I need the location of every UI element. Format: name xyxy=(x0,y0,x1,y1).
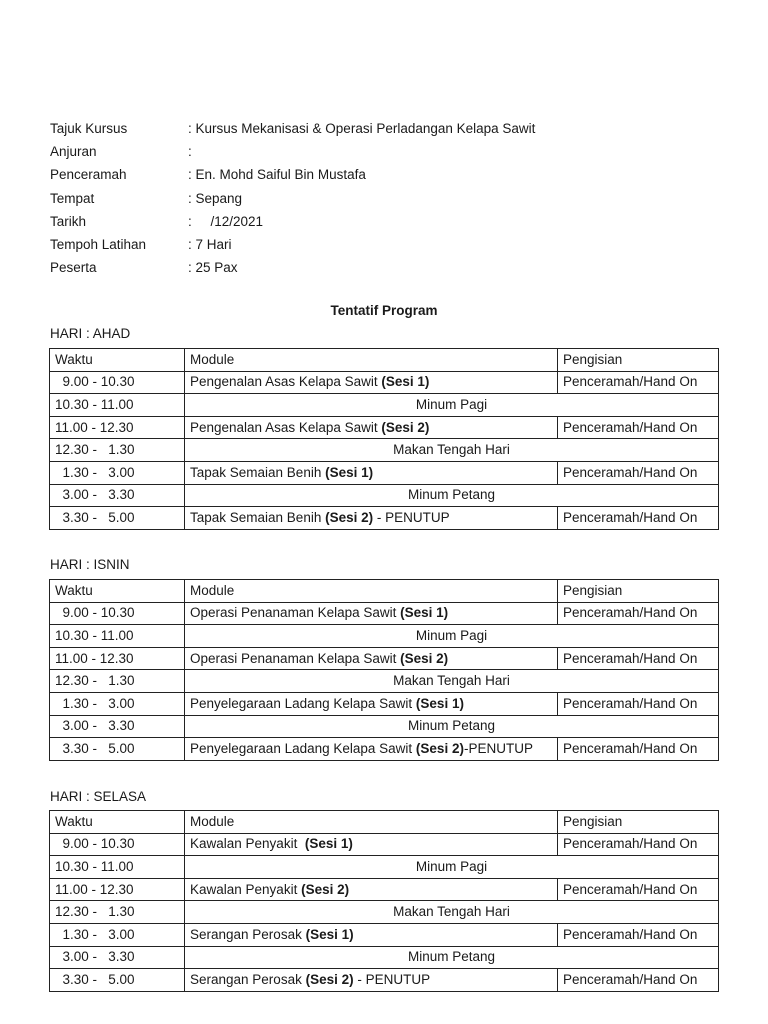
table-row xyxy=(50,507,719,530)
break-cell: Makan Tengah Hari xyxy=(185,670,719,693)
module-cell xyxy=(185,647,558,670)
header-waktu: Waktu xyxy=(50,580,185,603)
time-cell: 9.00 - 10.30 xyxy=(50,371,185,394)
time-cell: 10.30 - 11.00 xyxy=(50,394,185,417)
time-cell: 1.30 - 3.00 xyxy=(50,692,185,715)
info-row-tarikh xyxy=(50,210,535,233)
time-cell: 10.30 - 11.00 xyxy=(50,625,185,648)
time-cell: 3.00 - 3.30 xyxy=(50,946,185,969)
module-suffix: - PENUTUP xyxy=(353,971,431,987)
table-row xyxy=(50,439,719,462)
table-header-row xyxy=(50,349,719,372)
pengisian-cell: Penceramah/Hand On xyxy=(558,923,719,946)
info-value: : xyxy=(188,144,192,160)
table-row xyxy=(50,715,719,738)
module-cell xyxy=(185,371,558,394)
table-row xyxy=(50,946,719,969)
header-module: Module xyxy=(185,580,558,603)
session-label: (Sesi 2) xyxy=(400,650,449,666)
module-cell xyxy=(185,878,558,901)
info-label: Penceramah xyxy=(50,167,127,183)
module-suffix: -PENUTUP xyxy=(463,740,533,756)
session-label: (Sesi 2) xyxy=(305,971,354,987)
table-row xyxy=(50,856,719,879)
time-cell: 3.30 - 5.00 xyxy=(50,969,185,992)
time-cell: 1.30 - 3.00 xyxy=(50,461,185,484)
pengisian-cell: Penceramah/Hand On xyxy=(558,878,719,901)
day-title-isnin: HARI : ISNIN xyxy=(50,557,130,572)
session-label: (Sesi 2) xyxy=(301,881,350,897)
header-pengisian: Pengisian xyxy=(558,811,719,834)
info-label: Anjuran xyxy=(50,144,97,160)
header-waktu: Waktu xyxy=(50,811,185,834)
module-name: Kawalan Penyakit xyxy=(190,881,302,897)
table-row xyxy=(50,692,719,715)
info-label: Tarikh xyxy=(50,213,87,229)
table-header-row xyxy=(50,811,719,834)
module-name: Operasi Penanaman Kelapa Sawit xyxy=(190,605,401,621)
break-cell: Makan Tengah Hari xyxy=(185,439,719,462)
module-name: Kawalan Penyakit xyxy=(190,836,305,852)
break-cell: Minum Pagi xyxy=(185,394,719,417)
info-row-tajuk xyxy=(50,117,535,140)
break-cell: Minum Pagi xyxy=(185,625,719,648)
time-cell: 9.00 - 10.30 xyxy=(50,602,185,625)
pengisian-cell: Penceramah/Hand On xyxy=(558,416,719,439)
module-name: Pengenalan Asas Kelapa Sawit xyxy=(190,419,382,435)
time-cell: 12.30 - 1.30 xyxy=(50,439,185,462)
session-label: (Sesi 1) xyxy=(400,605,449,621)
module-cell xyxy=(185,738,558,761)
info-row-anjuran xyxy=(50,140,535,163)
info-value: : /12/2021 xyxy=(188,213,264,229)
time-cell: 3.00 - 3.30 xyxy=(50,484,185,507)
info-row-peserta xyxy=(50,256,535,279)
session-label: (Sesi 2) xyxy=(381,419,430,435)
table-row xyxy=(50,833,719,856)
info-row-tempoh xyxy=(50,233,535,256)
module-cell xyxy=(185,602,558,625)
module-cell xyxy=(185,969,558,992)
table-header-row xyxy=(50,580,719,603)
time-cell: 11.00 - 12.30 xyxy=(50,416,185,439)
module-name: Serangan Perosak xyxy=(190,926,306,942)
course-info xyxy=(50,117,535,279)
session-label: (Sesi 1) xyxy=(381,374,430,390)
info-row-penceramah xyxy=(50,163,535,186)
pengisian-cell: Penceramah/Hand On xyxy=(558,692,719,715)
info-value: : 7 Hari xyxy=(188,236,232,252)
session-label: (Sesi 1) xyxy=(305,926,354,942)
table-row xyxy=(50,371,719,394)
time-cell: 3.00 - 3.30 xyxy=(50,715,185,738)
table-row xyxy=(50,394,719,417)
section-title: Tentatif Program xyxy=(330,303,438,318)
schedule-table-selasa xyxy=(49,810,719,992)
table-row xyxy=(50,969,719,992)
table-row xyxy=(50,670,719,693)
pengisian-cell: Penceramah/Hand On xyxy=(558,461,719,484)
info-value: : 25 Pax xyxy=(188,260,238,276)
session-label: (Sesi 1) xyxy=(304,836,353,852)
table-row xyxy=(50,647,719,670)
break-cell: Makan Tengah Hari xyxy=(185,901,719,924)
time-cell: 11.00 - 12.30 xyxy=(50,647,185,670)
info-label: Tempoh Latihan xyxy=(50,236,147,252)
session-label: (Sesi 1) xyxy=(415,695,464,711)
header-module: Module xyxy=(185,811,558,834)
time-cell: 3.30 - 5.00 xyxy=(50,738,185,761)
schedule-table-ahad xyxy=(49,348,719,530)
time-cell: 3.30 - 5.00 xyxy=(50,507,185,530)
info-label: Tajuk Kursus xyxy=(50,121,128,136)
schedule-table-isnin xyxy=(49,579,719,761)
pengisian-cell: Penceramah/Hand On xyxy=(558,738,719,761)
table-row xyxy=(50,878,719,901)
module-name: Penyelegaraan Ladang Kelapa Sawit xyxy=(190,740,416,756)
session-label: (Sesi 1) xyxy=(325,464,374,480)
time-cell: 1.30 - 3.00 xyxy=(50,923,185,946)
time-cell: 9.00 - 10.30 xyxy=(50,833,185,856)
table-row xyxy=(50,901,719,924)
table-row xyxy=(50,602,719,625)
module-name: Serangan Perosak xyxy=(190,971,306,987)
break-cell: Minum Petang xyxy=(185,946,719,969)
module-cell xyxy=(185,923,558,946)
module-name: Tapak Semaian Benih xyxy=(190,509,326,525)
info-value: : Sepang xyxy=(188,190,243,206)
pengisian-cell: Penceramah/Hand On xyxy=(558,602,719,625)
module-cell xyxy=(185,416,558,439)
info-label: Peserta xyxy=(50,260,97,276)
pengisian-cell: Penceramah/Hand On xyxy=(558,371,719,394)
table-row xyxy=(50,923,719,946)
day-title-ahad: HARI : AHAD xyxy=(50,326,131,341)
module-cell xyxy=(185,461,558,484)
day-title-selasa: HARI : SELASA xyxy=(50,789,147,804)
table-row xyxy=(50,416,719,439)
table-row xyxy=(50,484,719,507)
module-name: Pengenalan Asas Kelapa Sawit xyxy=(190,374,382,390)
header-waktu: Waktu xyxy=(50,349,185,372)
header-module: Module xyxy=(185,349,558,372)
table-row xyxy=(50,461,719,484)
pengisian-cell: Penceramah/Hand On xyxy=(558,647,719,670)
time-cell: 12.30 - 1.30 xyxy=(50,901,185,924)
pengisian-cell: Penceramah/Hand On xyxy=(558,969,719,992)
time-cell: 11.00 - 12.30 xyxy=(50,878,185,901)
table-row xyxy=(50,738,719,761)
session-label: (Sesi 2) xyxy=(415,740,464,756)
info-value: : Kursus Mekanisasi & Operasi Perladangan Kelapa Sawit xyxy=(188,121,536,136)
pengisian-cell: Penceramah/Hand On xyxy=(558,507,719,530)
header-pengisian: Pengisian xyxy=(558,580,719,603)
time-cell: 10.30 - 11.00 xyxy=(50,856,185,879)
break-cell: Minum Petang xyxy=(185,715,719,738)
time-cell: 12.30 - 1.30 xyxy=(50,670,185,693)
module-cell xyxy=(185,692,558,715)
module-name: Penyelegaraan Ladang Kelapa Sawit xyxy=(190,695,416,711)
module-name: Tapak Semaian Benih xyxy=(190,464,326,480)
session-label: (Sesi 2) xyxy=(325,509,374,525)
info-value: : En. Mohd Saiful Bin Mustafa xyxy=(188,167,366,183)
header-pengisian: Pengisian xyxy=(558,349,719,372)
module-name: Operasi Penanaman Kelapa Sawit xyxy=(190,650,401,666)
info-row-tempat xyxy=(50,187,535,210)
module-cell xyxy=(185,833,558,856)
module-suffix: - PENUTUP xyxy=(373,509,450,525)
pengisian-cell: Penceramah/Hand On xyxy=(558,833,719,856)
info-label: Tempat xyxy=(50,190,95,206)
table-row xyxy=(50,625,719,648)
break-cell: Minum Petang xyxy=(185,484,719,507)
module-cell xyxy=(185,507,558,530)
break-cell: Minum Pagi xyxy=(185,856,719,879)
